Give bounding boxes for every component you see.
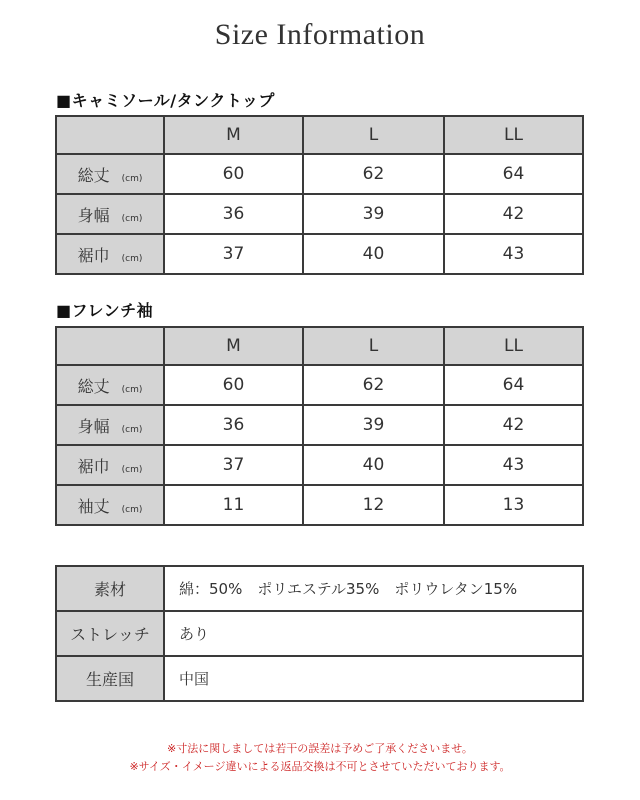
value-cell: 13 xyxy=(444,485,583,525)
value-cell: 36 xyxy=(164,194,303,234)
value-cell: 42 xyxy=(444,405,583,445)
row-label-cell xyxy=(56,445,164,485)
row-label: 総丈 xyxy=(77,376,110,396)
value-cell: 60 xyxy=(164,154,303,194)
row-label: 裾巾 xyxy=(77,456,110,476)
value-cell: 39 xyxy=(303,405,444,445)
table-row xyxy=(56,405,583,445)
page-title: Size Information xyxy=(214,18,426,51)
info-row-stretch xyxy=(56,611,583,656)
note-line: ※寸法に関しましては若干の誤差は予めご了承くださいませ。 xyxy=(167,742,473,755)
unit-label: (cm) xyxy=(121,253,143,264)
header-cell-empty xyxy=(56,327,164,365)
unit-label: (cm) xyxy=(121,504,143,515)
row-label: 袖丈 xyxy=(77,496,110,516)
info-key: 生産国 xyxy=(56,656,164,701)
disclaimer-notes xyxy=(0,740,640,776)
info-value: 中国 xyxy=(164,656,583,701)
value-cell: 62 xyxy=(303,154,444,194)
table-row xyxy=(56,445,583,485)
row-label-cell xyxy=(56,365,164,405)
unit-label: (cm) xyxy=(121,173,143,184)
row-label: 身幅 xyxy=(77,205,110,225)
header-cell-ll: LL xyxy=(444,116,583,154)
table-row xyxy=(56,154,583,194)
info-row-material xyxy=(56,566,583,611)
table-row xyxy=(56,234,583,274)
product-info-table xyxy=(55,565,584,702)
section-heading-french-sleeve: ■フレンチ袖 xyxy=(56,301,154,320)
table-header-row xyxy=(56,327,583,365)
value-cell: 40 xyxy=(303,234,444,274)
header-cell-ll: LL xyxy=(444,327,583,365)
row-label: 総丈 xyxy=(77,165,110,185)
value-cell: 42 xyxy=(444,194,583,234)
value-cell: 43 xyxy=(444,445,583,485)
note-line: ※サイズ・イメージ違いによる返品交換は不可とさせていただいております。 xyxy=(129,760,511,773)
unit-label: (cm) xyxy=(121,213,143,224)
row-label: 裾巾 xyxy=(77,245,110,265)
value-cell: 64 xyxy=(444,154,583,194)
table-row xyxy=(56,194,583,234)
value-cell: 12 xyxy=(303,485,444,525)
value-cell: 37 xyxy=(164,234,303,274)
header-cell-l: L xyxy=(303,116,444,154)
value-cell: 11 xyxy=(164,485,303,525)
value-cell: 37 xyxy=(164,445,303,485)
row-label: 身幅 xyxy=(77,416,110,436)
row-label-cell xyxy=(56,405,164,445)
table-header-row xyxy=(56,116,583,154)
unit-label: (cm) xyxy=(121,464,143,475)
row-label-cell xyxy=(56,194,164,234)
section-heading-camisole: ■キャミソール/タンクトップ xyxy=(56,91,275,110)
value-cell: 39 xyxy=(303,194,444,234)
value-cell: 60 xyxy=(164,365,303,405)
header-cell-m: M xyxy=(164,327,303,365)
row-label-cell xyxy=(56,485,164,525)
row-label-cell xyxy=(56,154,164,194)
header-cell-m: M xyxy=(164,116,303,154)
value-cell: 62 xyxy=(303,365,444,405)
table-row xyxy=(56,485,583,525)
unit-label: (cm) xyxy=(121,384,143,395)
info-key: ストレッチ xyxy=(56,611,164,656)
info-value: あり xyxy=(164,611,583,656)
value-cell: 40 xyxy=(303,445,444,485)
header-cell-empty xyxy=(56,116,164,154)
unit-label: (cm) xyxy=(121,424,143,435)
value-cell: 36 xyxy=(164,405,303,445)
row-label-cell xyxy=(56,234,164,274)
size-table-camisole xyxy=(55,115,584,275)
info-value: 綿：50% ポリエステル35% ポリウレタン15% xyxy=(164,566,583,611)
table-row xyxy=(56,365,583,405)
size-table-french-sleeve xyxy=(55,326,584,526)
value-cell: 43 xyxy=(444,234,583,274)
header-cell-l: L xyxy=(303,327,444,365)
value-cell: 64 xyxy=(444,365,583,405)
info-key: 素材 xyxy=(56,566,164,611)
info-row-origin xyxy=(56,656,583,701)
